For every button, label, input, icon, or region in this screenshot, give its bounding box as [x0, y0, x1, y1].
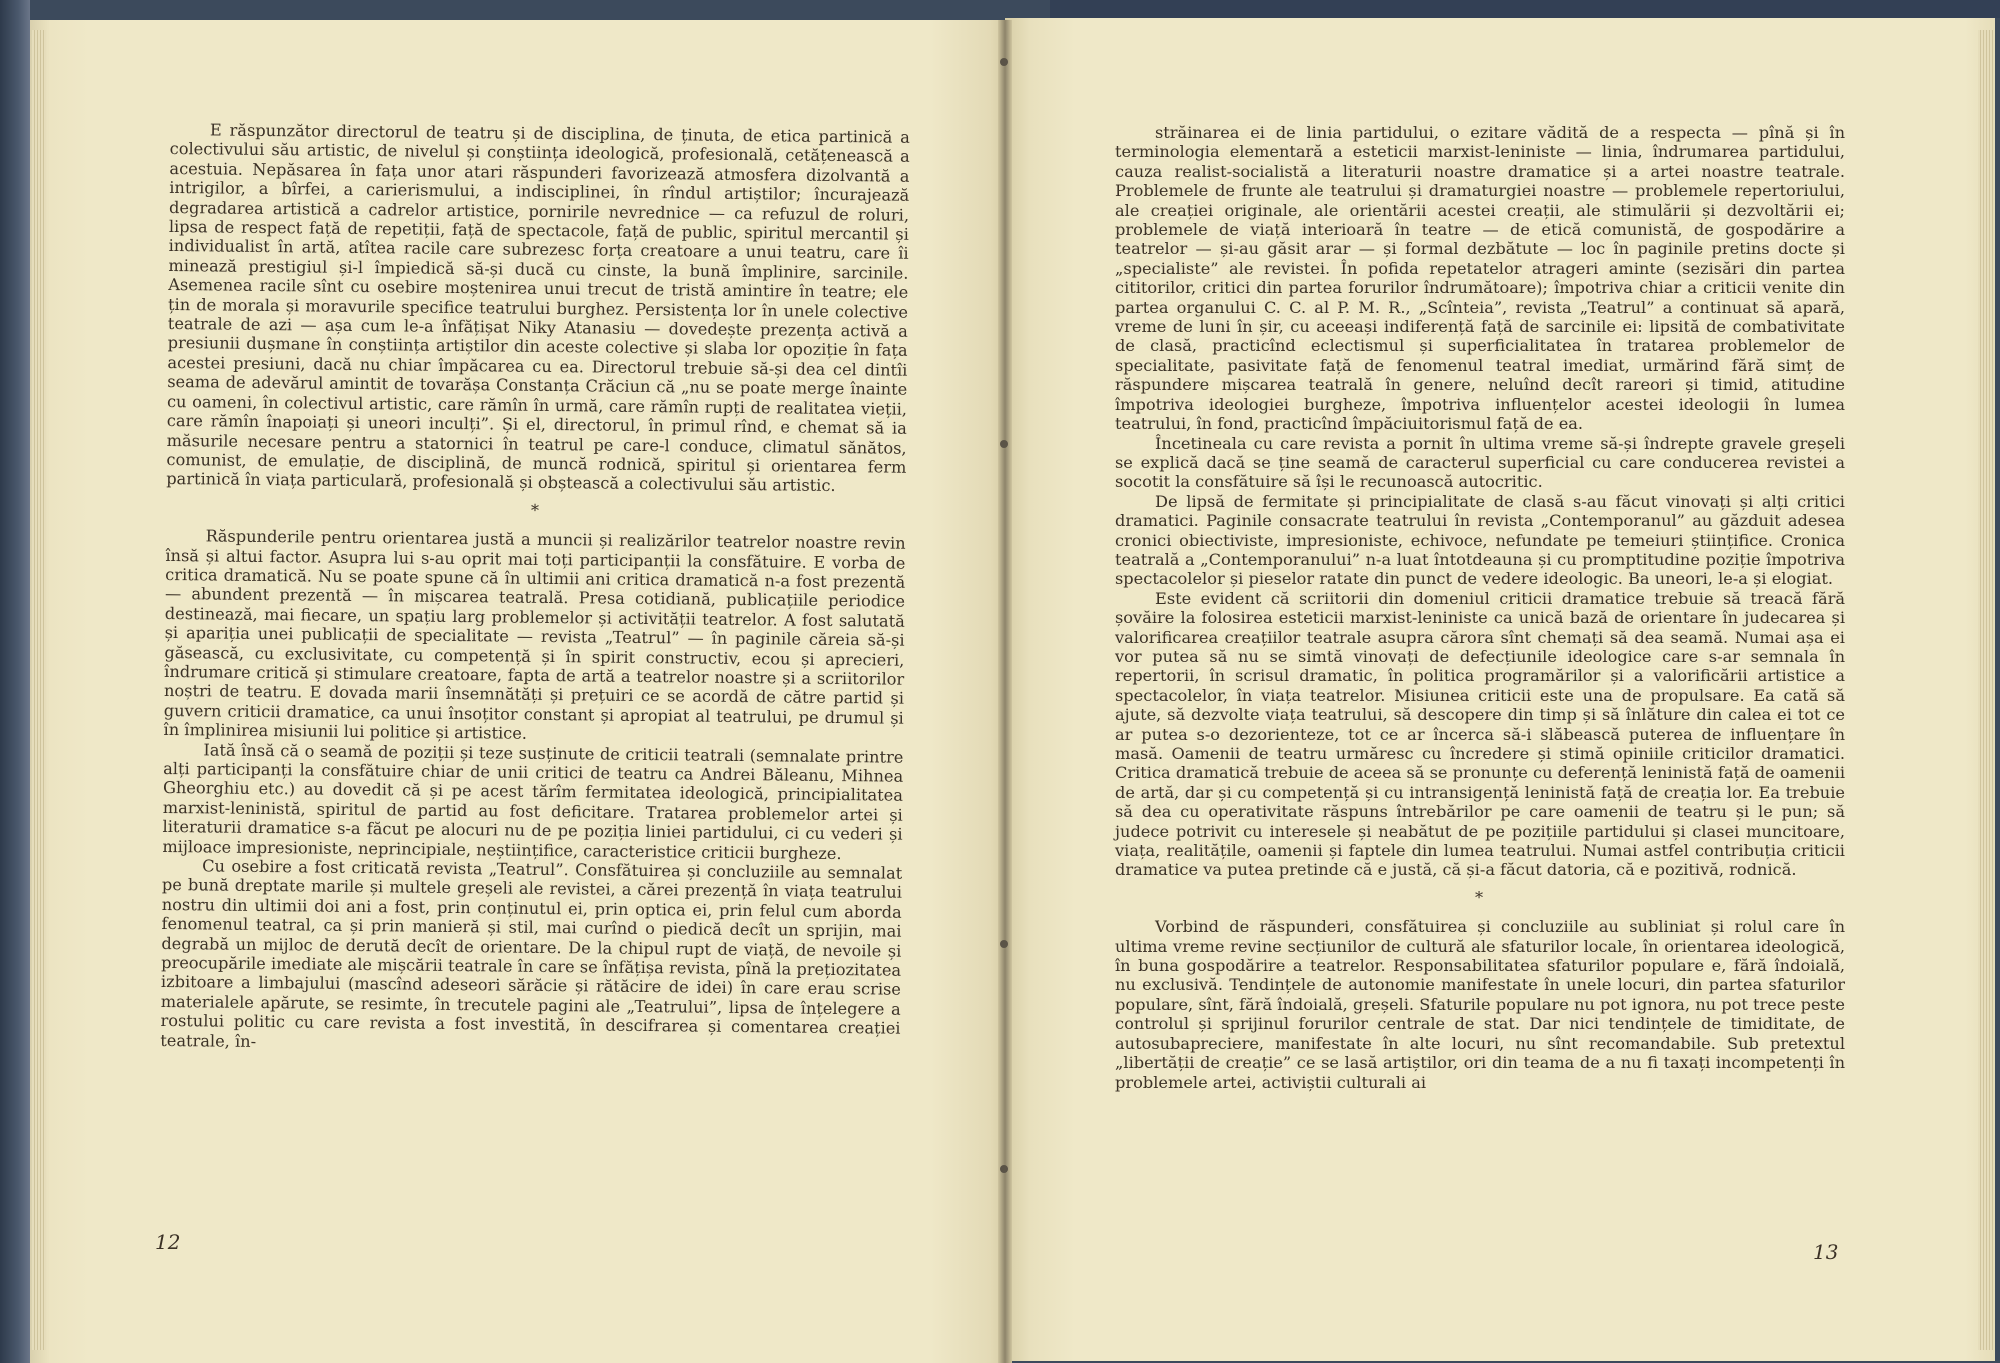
book-gutter: [998, 20, 1012, 1363]
paragraph: Vorbind de răspunderi, consfătuirea și concluziile au subliniat și rolul care în ultima vreme revine secțiunilor de cultură ale sfaturilor locale, în orientarea ideologică, în buna gospodărire a teatrelor. Responsabilitatea sfaturilor populare e, fără îndoială, nu exclusivă. Tendințele de autonomie manifestate în unele locuri, din partea sfaturilor populare, sînt, fără îndoială, greșeli. Sfaturile populare nu pot ignora, nu pot trece peste controlul și sprijinul forurilor centrale de stat. Dar nici tendințele de timiditate, de autosubapreciere, manifestate în alte locuri, nu sînt recomandabile. Sub pretextul „libertății de creație” ce se lasă artiștilor, ori din teama de a nu fi taxați incompetenți în problemele artei, activiștii culturali ai: [1115, 917, 1845, 1092]
binding-thread-mark: [1000, 1165, 1008, 1173]
paragraph: Cu osebire a fost criticată revista „Teatrul”. Consfătuirea și concluziile au semnalat pe bună dreptate marile și multele greșeli ale revistei, a cărei prezență în viața teatrului nostru din ultimii doi ani a fost, prin conținutul ei, prin optica ei, prin felul cum aborda fenomenul teatral, ca și prin manieră și stil, mai curînd o piedică decît un sprijin, mai degrabă un mijloc de derută decît de orientare. De la chipul rupt de viață, de nevoile și preocupările imediate ale mișcării teatrale în care se înfățișa revista, pînă la prețiozitatea izbitoare a limbajului (mascînd adeseori sărăcie și rătăcire de idei) în care erau scrise materialele apărute, se resimte, în trecutele pagini ale „Teatrului”, lipsa de înțelegere a rostului politic cu care revista a fost investită, în descifrarea și comentarea creației teatrale, în-: [160, 856, 903, 1051]
paragraph: Încetineala cu care revista a pornit în ultima vreme să-și îndrepte gravele greșeli se explică dacă se ține seamă de caracterul superficial cu care conducerea revistei a socotit la consfătuire să își le recunoască autocritic.: [1115, 433, 1845, 492]
paragraph: E răspunzător directorul de teatru și de disciplina, de ținuta, de etica partinică a colectivului său artistic, de nivelul și conștiința ideologică, profesională, cetățenească a acestuia. Nepăsarea în fața unor atari răspunderi favorizează atmosfera dizolvantă a intrigilor, a bîrfei, a carierismului, a indisciplinei, în rîndul artiștilor; încurajează degradarea artistică a cadrelor artistice, pornirile nevrednice — ca refuzul de roluri, lipsa de respect față de repetiții, față de spectacole, față de public, spiritul mercantil și individualist în artă, atîtea racile care subrezesc forța creatoare a unui teatru, care îi minează prestigiul și-l împiedică să-și ducă cu cinste, la bună împlinire, sarcinile. Asemenea racile sînt cu osebire moștenirea unui trecut de tristă amintire în teatre; ele țin de morala și moravurile specifice teatrului burghez. Persistența lor în unele colective teatrale de azi — așa cum le-a înfățișat Niky Atanasiu — dovedește prezența activă a presiunii dușmane în conștiința artiștilor din aceste colective și slaba lor opoziție în fața acestei presiuni, dacă nu chiar împăcarea cu ea. Directorul trebuie să-și dea cel dintîi seama de adevărul amintit de tovarășa Constanța Crăciun că „nu se poate merge înainte cu oameni, în colectivul artistic, care rămîn în urmă, care rămîn rupți de realitatea vieții, care rămîn înapoiați și uneori inculți”. Și el, directorul, în primul rînd, e chemat să ia măsurile necesare pentru a statornici în teatrul pe care-l conduce, climatul sănătos, comunist, de emulație, de disciplină, de muncă rodnică, spiritul și orientarea ferm partinică în viața particulară, profesională și obștească a colectivului său artistic.: [166, 120, 910, 496]
right-page: [1005, 18, 1995, 1361]
page-number: 12: [155, 1230, 181, 1254]
left-page-text: [160, 120, 910, 1058]
page-stack-right: [1978, 30, 1994, 1350]
paragraph: Iată însă că o seamă de poziții și teze susținute de criticii teatrali (semnalate printre alți participanți la consfătuire chiar de unii critici de teatru ca Andrei Băleanu, Mihnea Gheorghiu etc.) au dovedit că și pe acest tărîm fermitatea ideologică, principialitatea marxist-leninistă, spiritul de partid au fost deficitare. Tratarea problemelor artei și literaturii dramatice s-a făcut pe alocuri nu de pe poziția liniei partidului, ci cu vederi și mijloace impresioniste, neprincipiale, neștiințifice, caracteristice criticii burgheze.: [162, 739, 904, 863]
section-separator: *: [530, 500, 542, 520]
paragraph: străinarea ei de linia partidului, o ezitare vădită de a respecta — pînă și în terminologia elementară a esteticii marxist-leniniste — linia, îndrumarea partidului, cauza realist-socialistă a literaturii noastre dramatice și a artei noastre teatrale. Problemele de frunte ale teatrului și dramaturgiei noastre — problemele repertoriului, ale creației originale, ale orientării acestei creații, ale stimulării și dezvoltării ei; problemele de viață interioară în teatre — de etică comunistă, de gospodărire a teatrelor — și-au găsit arar — și formal dezbătute — loc în paginile pretins docte și „specialiste” ale revistei. În pofida repetatelor atrageri aminte (sezisări din partea cititorilor, critici din partea forurilor îndrumătoare); împotriva chiar a criticii venite din partea organului C. C. al P. M. R., „Scînteia”, revista „Teatrul” a continuat să apară, vreme de luni în șir, cu aceeași indiferență față de sarcinile ei: lipsită de combativitate de clasă, practicînd eclectismul și superficialitatea în tratarea problemelor de specialitate, pasivitate față de fenomenul teatral imediat, urmărind fără simț de răspundere mișcarea teatrală în genere, neluînd decît rareori și timid, atitudine împotriva ideologiei burgheze, împotriva influențelor acestei ideologii în lumea teatrului, în fond, practicînd împăciuitorismul față de ea.: [1115, 123, 1845, 434]
binding-thread-mark: [1000, 58, 1008, 66]
paragraph: De lipsă de fermitate și principialitate de clasă s-au făcut vinovați și alți critici dramatici. Paginile consacrate teatrului în revista „Contemporanul” au găzduit adesea cronici obiectiviste, impresioniste, echivoce, nefundate pe temeiuri științifice. Cronica teatrală a „Contemporanului” n-a luat întotdeauna și cu promptitudine poziție împotriva spectacolelor și pieselor ratate din punct de vedere ideologic. Ba uneori, le-a și elogiat.: [1115, 491, 1845, 589]
section-separator: *: [1474, 887, 1486, 907]
paragraph: Răspunderile pentru orientarea justă a muncii și realizărilor teatrelor noastre revin însă și altui factor. Asupra lui s-au oprit mai toți participanții la consfătuire. E vorba de critica dramatică. Nu se poate spune că în ultimii ani critica dramatică n-a fost prezentă — abundent prezentă — în mișcarea teatrală. Presa cotidiană, publicațiile periodice destinează, mai fiecare, un spațiu larg problemelor și activității teatrelor. A fost salutată și apariția unei publicații de specialitate — revista „Teatrul” — în paginile căreia să-și găsească, cu exclusivitate, cu competență și în spirit constructiv, ecou și aprecieri, îndrumare critică și stimulare creatoare, fapta de artă a teatrelor noastre și a scriitorilor noștri de teatru. E dovada marii însemnătăți și prețuiri ce se acordă de către partid și guvern criticii dramatice, ca unui însoțitor constant și apropiat al teatrului, pe drumul și în împlinirea misiunii lui politice și artistice.: [163, 526, 906, 743]
binding-thread-mark: [1000, 440, 1008, 448]
paragraph: Este evident că scriitorii din domeniul criticii dramatice trebuie să treacă fără șovăire la folosirea esteticii marxist-leniniste ca unică bază de orientare în judecarea și valorificarea creațiilor teatrale asupra cărora sînt chemați să dea seamă. Numai așa ei vor putea să nu se simtă vinovați de defecțiunile ideologice care s-ar semnala în repertorii, în scrisul dramatic, în politica programărilor și a valorificării artistice a spectacolelor, în viața teatrelor. Misiunea criticii este una de propulsare. Ea cată să ajute, să dezvolte viața teatrului, să descopere din timp și să înlăture din calea ei tot ce ar putea s-o dezorienteze, tot ce ar încerca să-i slăbească puterea de influențare în masă. Oamenii de teatru urmăresc cu încredere și stimă opiniile criticilor dramatici. Critica dramatică trebuie de aceea să se pronunțe cu deferență leninistă față de oamenii de artă, dar și cu competență și cu intransigență leninistă față de creația lor. Ea trebuie să dea cu operativitate răspuns întrebărilor pe care oamenii de teatru și le pun; să judece potrivit cu interesele și neabătut de pe pozițiile partidului și clasei muncitoare, viața, realitățile, oamenii și faptele din lumea teatrului. Numai astfel contribuția criticii dramatice va putea pretinde că e justă, că și-a făcut datoria, că e pozitivă, rodnică.: [1115, 588, 1845, 880]
book-cover-edge: [0, 0, 30, 1363]
right-page-text: [1115, 123, 1845, 1092]
book-cover-top: [1050, 0, 2000, 18]
binding-thread-mark: [1000, 940, 1008, 948]
page-stack-left: [32, 30, 46, 1350]
left-page: [30, 20, 1005, 1363]
page-number: 13: [1813, 1240, 1839, 1264]
